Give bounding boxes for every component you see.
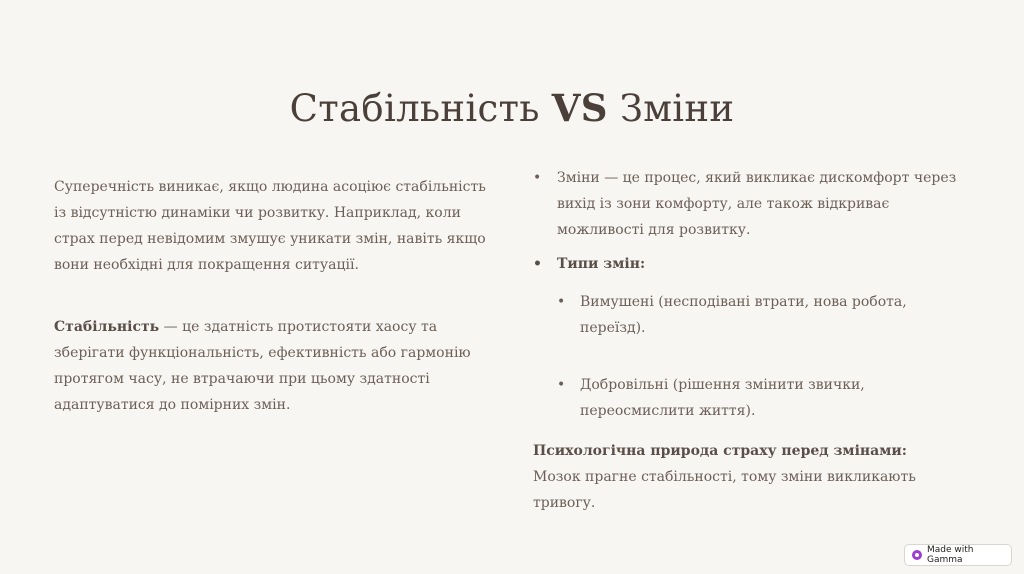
psychology-heading: Психологічна природа страху перед змінами: [533,443,907,459]
left-paragraph-1: Суперечність виникає, якщо людина асоціює стабільність із відсутністю динаміки чи розвитку. Наприклад, коли страх перед невідомим змушує уникати змін, навіть якщо вони необхідні для покращення ситуації. [54,179,486,273]
list-item-forced: • Вимушені (несподівані втрати, нова робота, переїзд). [533,289,973,341]
right-column [533,165,973,516]
psychology-block [533,438,973,516]
page-title [0,86,1024,130]
psychology-text: Мозок прагне стабільності, тому зміни викликають тривогу. [533,469,916,511]
title-part1: Стабільність [289,87,552,130]
changes-list [533,165,973,424]
badge-label: Made with Gamma [927,545,974,565]
list-item-types: • Типи змін: [533,251,973,277]
left-column [54,174,499,418]
made-with-gamma-badge[interactable] [904,544,1012,566]
stability-term: Стабільність [54,319,160,335]
list-item-changes: • Зміни — це процес, який викликає дискомфорт через вихід із зони комфорту, але також відкриває можливості для розвитку. [533,165,973,243]
title-vs: VS [551,86,608,130]
gamma-logo-icon [912,550,922,560]
left-paragraph-2 [54,314,499,418]
stability-definition: — це здатність протистояти хаосу та зберігати функціональність, ефективність або гармонію протягом часу, не втрачаючи при цьому здатності адаптуватися до помірних змін. [54,319,471,413]
list-item-voluntary: • Добровільні (рішення змінити звички, переосмислити життя). [533,372,973,424]
title-part2: Зміни [607,87,735,130]
